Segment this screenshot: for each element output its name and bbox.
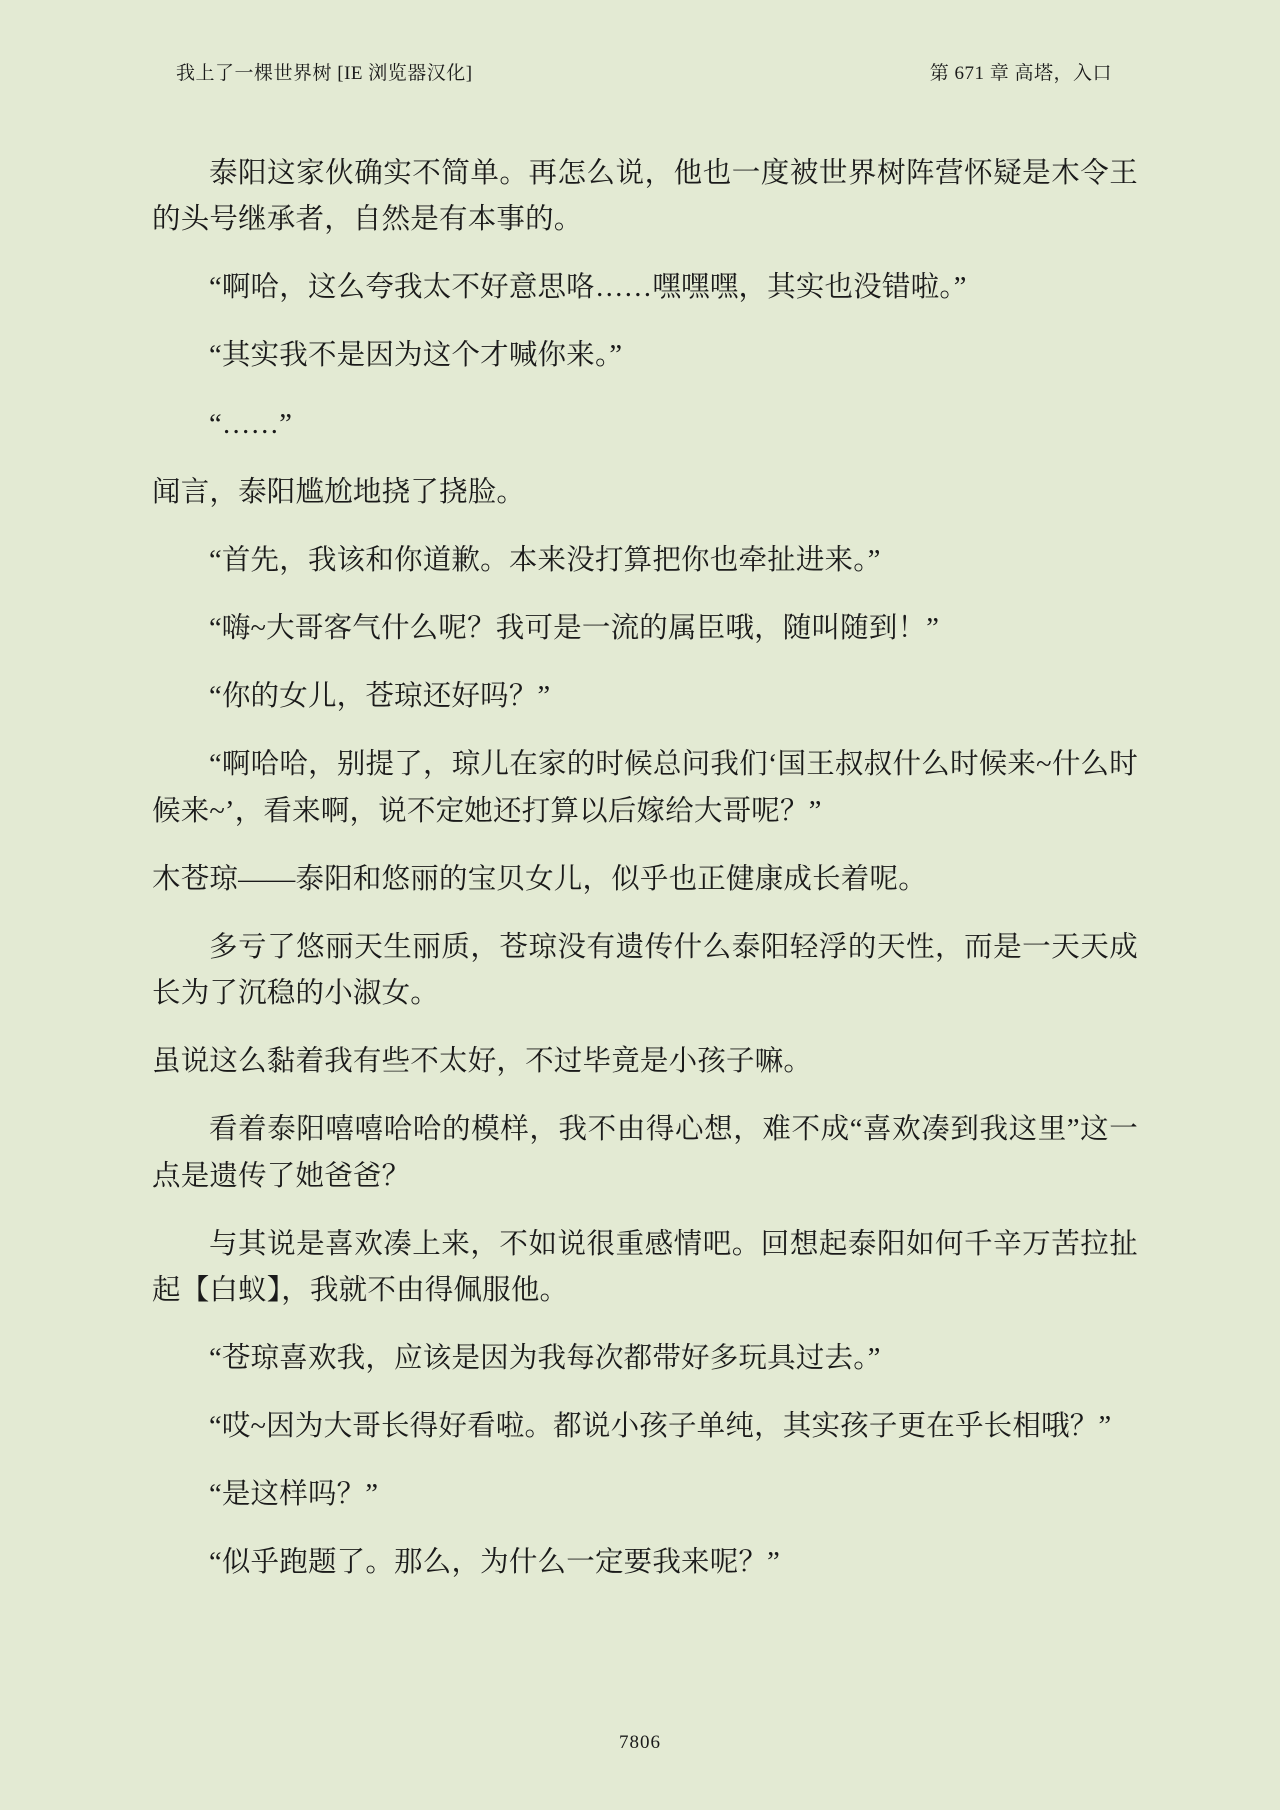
paragraph: “苍琼喜欢我，应该是因为我每次都带好多玩具过去。”	[209, 1342, 881, 1374]
paragraph: “哎~因为大哥长得好看啦。都说小孩子单纯，其实孩子更在乎长相哦？”	[209, 1411, 1112, 1443]
paragraph: “其实我不是因为这个才喊你来。”	[209, 340, 623, 372]
paragraph: 泰阳这家伙确实不简单。再怎么说，他也一度被世界树阵营怀疑是木令王的头号继承者，自然是有本事的。	[152, 158, 1138, 236]
page-number: 7806	[619, 1732, 661, 1753]
paragraph: 多亏了悠丽天生丽质，苍琼没有遗传什么泰阳轻浮的天性，而是一天天成长为了沉稳的小淑女。	[152, 931, 1138, 1010]
paragraph: 虽说这么黏着我有些不太好，不过毕竟是小孩子嘛。	[152, 1046, 813, 1078]
paragraph: “似乎跑题了。那么，为什么一定要我来呢？”	[209, 1547, 781, 1579]
paragraph: “首先，我该和你道歉。本来没打算把你也牵扯进来。”	[209, 544, 881, 576]
header-book-title: 我上了一棵世界树 [IE 浏览器汉化]	[176, 63, 473, 84]
page-header	[128, 58, 1152, 85]
paragraph: 木苍琼——泰阳和悠丽的宝贝女儿，似乎也正健康成长着呢。	[152, 863, 927, 895]
paragraph: 看着泰阳嘻嘻哈哈的模样，我不由得心想，难不成“喜欢凑到我这里”这一点是遗传了她爸爸？	[152, 1114, 1138, 1192]
paragraph: “啊哈，这么夸我太不好意思咯……嘿嘿嘿，其实也没错啦。”	[209, 272, 967, 304]
header-chapter-title: 第 671 章 高塔，入口	[929, 63, 1112, 84]
paragraph: “……”	[209, 408, 293, 440]
paragraph: “是这样吗？”	[209, 1479, 379, 1511]
page-body	[128, 151, 1152, 1587]
paragraph: “啊哈哈，别提了，琼儿在家的时候总问我们‘国王叔叔什么时候来~什么时候来~’，看来啊，说不定她还打算以后嫁给大哥呢？”	[152, 749, 1138, 827]
page-footer	[0, 1732, 1280, 1754]
paragraph: “你的女儿，苍琼还好吗？”	[209, 681, 551, 713]
paragraph: 闻言，泰阳尴尬地挠了挠脸。	[152, 476, 526, 508]
paragraph: “嗨~大哥客气什么呢？我可是一流的属臣哦，随叫随到！”	[209, 613, 940, 645]
paragraph: 与其说是喜欢凑上来，不如说很重感情吧。回想起泰阳如何千辛万苦拉扯起【白蚁】，我就不由得佩服他。	[152, 1228, 1138, 1306]
